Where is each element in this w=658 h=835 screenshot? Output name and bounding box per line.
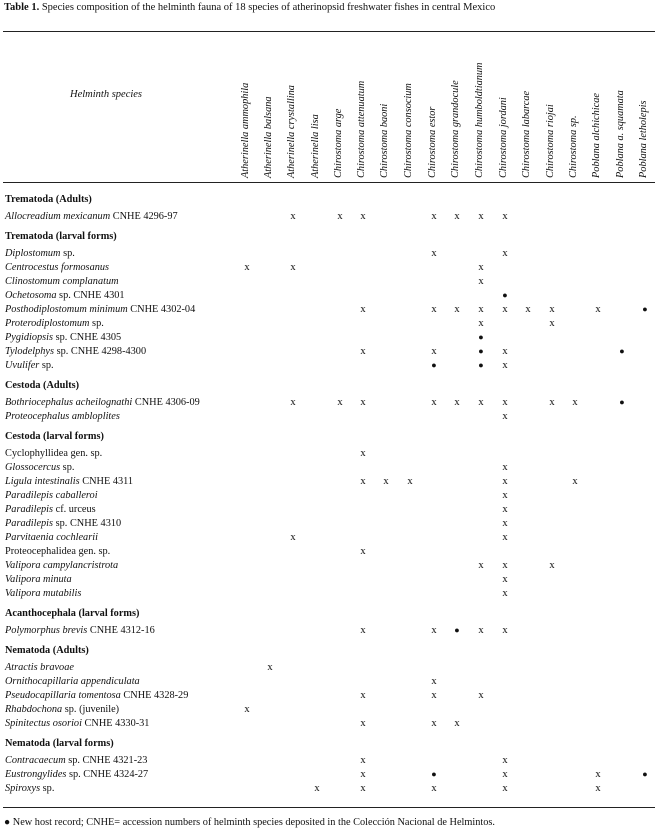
presence-mark: x [431,783,437,794]
species-name-text: Diplostomum [5,248,61,259]
species-suffix: sp. CNHE 4301 [56,290,125,301]
bottom-rule [3,807,655,808]
presence-mark: x [502,769,508,780]
species-name-text: Eustrongylides [5,769,67,780]
column-header: Poblana alchichicae [591,93,602,178]
presence-mark: x [549,397,555,408]
table-row [0,475,658,488]
species-name [5,275,119,288]
presence-mark: x [502,411,508,422]
species-name-text: Ligula intestinalis [5,476,80,487]
new-host-record-mark: ● [619,397,625,407]
species-name-text: Paradilepis [5,504,54,515]
presence-mark: x [478,397,484,408]
presence-mark: x [478,276,484,287]
table-row [0,703,658,716]
presence-mark: x [502,518,508,529]
table-row [0,624,658,637]
table-row [0,754,658,767]
table-row [0,447,658,460]
species-name [5,359,54,372]
species-suffix: sp. [60,248,75,259]
species-name-text: Contracaecum [5,755,66,766]
presence-mark: x [360,546,366,557]
table-row [0,517,658,530]
presence-mark: x [502,574,508,585]
presence-mark: x [360,690,366,701]
column-header: Chirostoma consocium [403,83,414,178]
presence-mark: x [478,318,484,329]
species-name-text: Posthodiplostomum minimum [5,304,128,315]
new-host-record-mark: ● [478,346,484,356]
presence-mark: x [290,262,296,273]
species-suffix: CNHE 4306-09 [132,397,200,408]
species-name-text: Valipora mutabilis [5,588,82,599]
presence-mark: x [502,248,508,259]
table-footnote: ● New host record; CNHE= accession numbers of helminth species deposited in the Colección Nacional de Helmintos. [4,817,495,828]
column-header: Chirostoma grandocule [450,80,461,178]
species-name-text: Uvulifer [5,360,40,371]
presence-mark: x [478,625,484,636]
section-label: Trematoda (Adults) [5,194,92,205]
presence-mark: x [549,304,555,315]
presence-mark: x [431,248,437,259]
table-row [0,717,658,730]
table-row [0,289,658,302]
presence-mark: x [502,346,508,357]
species-name-text: Atractis bravoae [5,662,74,673]
species-name-text: Pseudocapillaria tomentosa [5,690,121,701]
column-header: Chirostoma labarcae [521,90,532,178]
presence-mark: x [572,476,578,487]
table-row [0,782,658,795]
species-name-text: Ornithocapillaria appendiculata [5,676,140,687]
species-name-text: Rhabdochona [5,704,63,715]
species-name [5,717,149,730]
presence-mark: x [431,211,437,222]
presence-mark: x [360,346,366,357]
column-header: Poblana a. squamata [615,90,626,178]
species-name-text: Tylodelphys [5,346,54,357]
species-suffix: sp. CNHE 4298-4300 [54,346,147,357]
species-name-text: Glossocercus [5,462,61,473]
new-host-record-mark: ● [642,769,648,779]
species-name [5,573,72,586]
presence-mark: x [431,304,437,315]
species-name [5,503,96,516]
species-suffix: CNHE 4312-16 [87,625,155,636]
helminth-species-header: Helminth species [70,89,143,100]
presence-mark: x [502,304,508,315]
species-name [5,545,110,558]
table-caption [4,2,495,13]
presence-mark: x [431,676,437,687]
presence-mark: x [360,769,366,780]
species-name-text: Valipora minuta [5,574,72,585]
species-suffix: CNHE 4296-97 [110,211,178,222]
species-name [5,587,81,600]
species-suffix: CNHE 4328-29 [120,690,189,701]
presence-mark: x [502,490,508,501]
species-name-text: Spiroxys [5,783,41,794]
presence-mark: x [478,560,484,571]
species-suffix: CNHE 4311 [79,476,134,487]
presence-mark: x [595,783,601,794]
species-name [5,331,121,344]
species-name-text: Proteocephalidea gen. sp. [5,546,111,557]
top-rule [3,31,655,32]
table-row [0,331,658,344]
table-row [0,661,658,674]
presence-mark: x [502,783,508,794]
table-row [0,303,658,316]
table-row [0,503,658,516]
section-heading [0,379,658,392]
section-label: Nematoda (Adults) [5,645,89,656]
presence-mark: x [454,304,460,315]
species-name-text: Clinostomum complanatum [5,276,119,287]
presence-mark: x [337,211,343,222]
species-name [5,410,120,423]
species-name [5,289,125,302]
table-row [0,261,658,274]
presence-mark: x [360,304,366,315]
section-label: Cestoda (larval forms) [5,431,104,442]
species-name [5,661,74,674]
presence-mark: x [502,588,508,599]
species-name-text: Pygidiopsis [5,332,54,343]
table-row [0,675,658,688]
species-name [5,517,121,530]
presence-mark: x [454,211,460,222]
table-row [0,396,658,409]
new-host-record-mark: ● [431,360,437,370]
presence-mark: x [431,625,437,636]
section-heading [0,644,658,657]
species-name-text: Cyclophyllidea gen. sp. [5,448,103,459]
new-host-record-mark: ● [478,360,484,370]
section-heading [0,607,658,620]
species-name-text: Spinitectus osorioi [5,718,82,729]
presence-mark: x [360,476,366,487]
section-heading [0,430,658,443]
table-row [0,545,658,558]
species-name [5,531,98,544]
species-name [5,396,200,409]
species-suffix: sp. CNHE 4321-23 [65,755,148,766]
table-row [0,689,658,702]
table-row [0,275,658,288]
presence-mark: x [290,211,296,222]
presence-mark: x [360,718,366,729]
presence-mark: x [549,560,555,571]
presence-mark: x [502,504,508,515]
species-name-text: Bothriocephalus acheilognathi [5,397,133,408]
presence-mark: x [502,560,508,571]
table-row [0,573,658,586]
table-row [0,345,658,358]
presence-mark: x [290,532,296,543]
presence-mark: x [572,397,578,408]
header-rule [3,182,655,183]
presence-mark: x [595,769,601,780]
species-name [5,317,104,330]
species-name [5,675,140,688]
presence-mark: x [431,346,437,357]
presence-mark: x [244,704,250,715]
presence-mark: x [360,625,366,636]
table-row [0,359,658,372]
presence-mark: x [431,690,437,701]
column-header: Chirostoma riojai [545,104,556,178]
column-header: Atherinella balsana [263,96,274,178]
presence-mark: x [360,755,366,766]
species-name-text: Ochetosoma [5,290,57,301]
species-suffix: sp. [39,360,54,371]
presence-mark: x [478,211,484,222]
section-label: Acanthocephala (larval forms) [5,608,140,619]
column-header: Chirostoma arge [333,108,344,178]
species-suffix: sp. (juvenile) [62,704,120,715]
species-name [5,689,188,702]
new-host-record-mark: ● [431,769,437,779]
column-header: Chirostoma sp. [568,115,579,178]
table-row [0,210,658,223]
presence-mark: x [314,783,320,794]
species-suffix: sp. CNHE 4310 [53,518,122,529]
column-header: Poblana letholepis [638,100,649,178]
presence-mark: x [502,625,508,636]
section-label: Trematoda (larval forms) [5,231,117,242]
presence-mark: x [478,262,484,273]
species-name-text: Paradilepis [5,518,54,529]
presence-mark: x [478,690,484,701]
new-host-record-mark: ● [454,625,460,635]
species-name [5,475,133,488]
presence-mark: x [502,397,508,408]
presence-mark: x [502,755,508,766]
presence-mark: x [454,397,460,408]
species-suffix: sp. [60,462,75,473]
species-name [5,247,75,260]
presence-mark: x [290,397,296,408]
table-row [0,410,658,423]
species-name [5,447,102,460]
presence-mark: x [407,476,413,487]
new-host-record-mark: ● [502,290,508,300]
caption-text: Species composition of the helminth fauna of 18 species of atherinopsid freshwater fishes in central Mexico [41,2,496,13]
species-name [5,782,54,795]
species-name-text: Centrocestus formosanus [5,262,110,273]
presence-mark: x [502,211,508,222]
species-suffix: sp. [89,318,104,329]
species-name [5,703,119,716]
section-label: Nematoda (larval forms) [5,738,114,749]
presence-mark: x [595,304,601,315]
species-name [5,303,195,316]
presence-mark: x [360,783,366,794]
species-suffix: sp. CNHE 4324-27 [66,769,149,780]
presence-mark: x [267,662,273,673]
species-name-text: Paradilepis caballeroi [5,490,98,501]
presence-mark: x [431,718,437,729]
species-name [5,489,98,502]
column-header: Chirostoma baoni [379,103,390,178]
section-heading [0,193,658,206]
presence-mark: x [502,476,508,487]
table-row [0,489,658,502]
species-name [5,768,148,781]
presence-mark: x [244,262,250,273]
column-header: Chirostoma humboldtianum [474,62,485,178]
table-row [0,559,658,572]
section-heading [0,230,658,243]
species-name [5,624,155,637]
table-row [0,247,658,260]
section-label: Cestoda (Adults) [5,380,80,391]
species-name [5,210,178,223]
new-host-record-mark: ● [642,304,648,314]
species-name [5,559,118,572]
caption-label: Table 1. [4,2,40,13]
species-suffix: sp. [40,783,55,794]
species-name-text: Allocreadium mexicanum [5,211,111,222]
table-row [0,768,658,781]
species-suffix: cf. urceus [53,504,96,515]
species-name [5,345,146,358]
species-name-text: Proterodiplostomum [5,318,90,329]
species-suffix: CNHE 4302-04 [127,304,196,315]
column-header: Atherinella crystallina [286,85,297,178]
species-name-text: Parvitaenia cochlearii [5,532,98,543]
column-header: Chirostoma attenuatum [356,80,367,178]
column-header: Atherinella lisa [310,114,321,178]
presence-mark: x [478,304,484,315]
presence-mark: x [502,532,508,543]
presence-mark: x [502,360,508,371]
column-header: Chirostoma jordani [498,97,509,178]
species-name-text: Valipora campylancristrota [5,560,119,571]
presence-mark: x [549,318,555,329]
column-header: Atherinella ammophila [240,82,251,178]
new-host-record-mark: ● [619,346,625,356]
presence-mark: x [383,476,389,487]
species-name [5,461,74,474]
presence-mark: x [360,211,366,222]
species-suffix: CNHE 4330-31 [81,718,150,729]
new-host-record-mark: ● [478,332,484,342]
species-name-text: Proteocephalus ambloplites [5,411,120,422]
species-name [5,754,147,767]
presence-mark: x [360,448,366,459]
table-row [0,317,658,330]
presence-mark: x [525,304,531,315]
presence-mark: x [502,462,508,473]
presence-mark: x [431,397,437,408]
species-name [5,261,109,274]
table-row [0,461,658,474]
presence-mark: x [360,397,366,408]
species-suffix: sp. CNHE 4305 [53,332,122,343]
column-header: Chirostoma estor [427,106,438,178]
species-name-text: Polymorphus brevis [5,625,88,636]
presence-mark: x [337,397,343,408]
table-row [0,587,658,600]
section-heading [0,737,658,750]
table-row [0,531,658,544]
presence-mark: x [454,718,460,729]
